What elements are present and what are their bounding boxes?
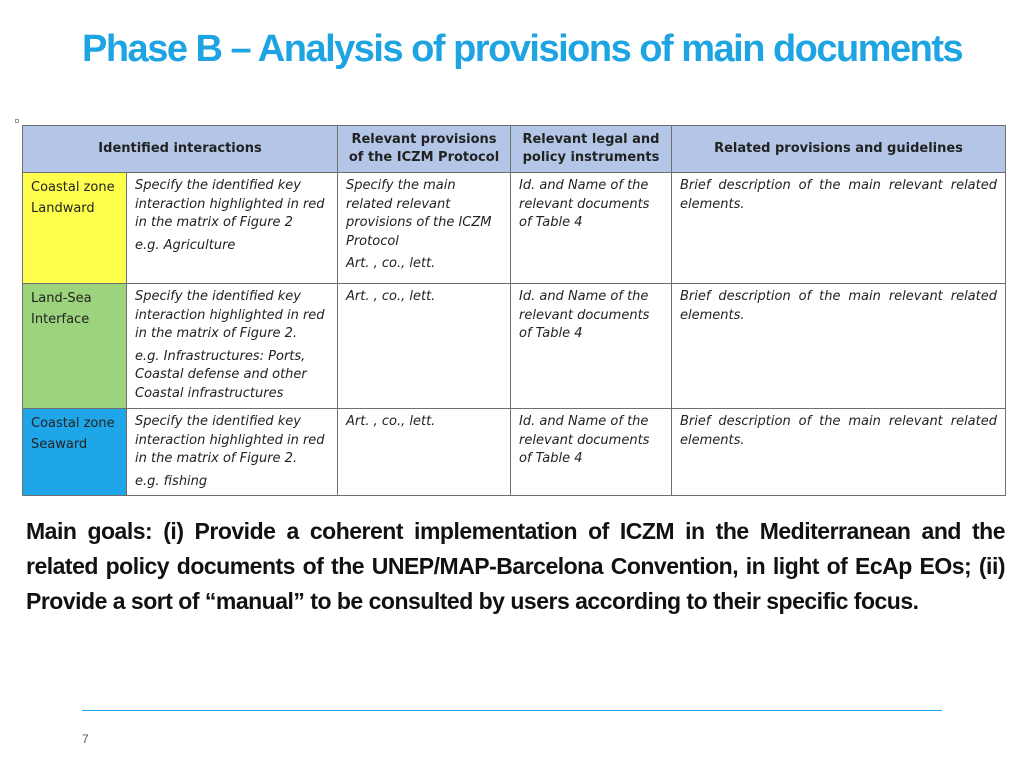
zone-label: Coastal zone (31, 416, 115, 431)
guidelines-text-line: Brief description of the main relevant related elements. (680, 178, 997, 212)
interaction-text: Specify the identified key interaction highlighted in red in the matrix of Figure 2. (135, 414, 325, 466)
interactions-table (22, 125, 1006, 496)
slide-title: Phase B – Analysis of provisions of main documents (82, 28, 963, 70)
guidelines-cell (672, 409, 1006, 496)
header-iczm-provisions: Relevant provisions of the ICZM Protocol (338, 126, 511, 173)
header-related-guidelines: Related provisions and guidelines (672, 126, 1006, 173)
footer-divider (82, 710, 942, 711)
provisions-article: Art. , co., lett. (346, 289, 436, 304)
provisions-article: Art. , co., lett. (346, 414, 436, 429)
guidelines-text-line: Brief description of the main relevant related elements. (680, 414, 997, 448)
guidelines-text-line: Brief description of the main relevant related elements. (680, 289, 997, 323)
zone-label: Coastal zone (31, 180, 115, 195)
interaction-cell (127, 173, 338, 284)
interaction-text: Specify the identified key interaction highlighted in red in the matrix of Figure 2. (135, 289, 325, 341)
table-row (23, 409, 1006, 496)
zone-sublabel: Interface (31, 312, 90, 327)
header-identified-interactions: Identified interactions (23, 126, 338, 173)
zone-sublabel: Seaward (31, 437, 88, 452)
guidelines-cell (672, 284, 1006, 409)
interaction-example: e.g. Agriculture (135, 237, 236, 253)
interaction-text: Specify the identified key interaction highlighted in red in the matrix of Figure 2 (135, 178, 325, 230)
provisions-text: Specify the main related relevant provisions of the ICZM Protocol (346, 178, 492, 249)
table-header-row (23, 126, 1006, 173)
interaction-cell (127, 409, 338, 496)
provisions-cell (338, 284, 511, 409)
instruments-cell: Id. and Name of the relevant documents of Table 4 (511, 173, 672, 284)
zone-sublabel: Landward (31, 201, 95, 216)
provisions-cell (338, 409, 511, 496)
table-row (23, 173, 1006, 284)
zone-label: Land-Sea (31, 291, 92, 306)
zone-cell-landward (23, 173, 127, 284)
main-goals-text: Main goals: (i) Provide a coherent implementation of ICZM in the Mediterranean and the related policy documents of the UNEP/MAP-Barcelona Convention, in light of EcAp EOs; (ii) Provide a sort of “manual” to be consulted by users according to their specific focus. (26, 518, 1005, 614)
guidelines-cell (672, 173, 1006, 284)
header-legal-instruments: Relevant legal and policy instruments (511, 126, 672, 173)
zone-cell-seaward (23, 409, 127, 496)
interaction-example: e.g. Infrastructures: Ports, Coastal defense and other Coastal infrastructures (135, 348, 307, 401)
interaction-example: e.g. fishing (135, 473, 208, 489)
instruments-cell: Id. and Name of the relevant documents of Table 4 (511, 284, 672, 409)
small-marker (15, 119, 19, 123)
provisions-cell (338, 173, 511, 284)
table-row (23, 284, 1006, 409)
page-number: 7 (82, 732, 89, 746)
interaction-cell (127, 284, 338, 409)
instruments-cell: Id. and Name of the relevant documents of Table 4 (511, 409, 672, 496)
zone-cell-interface (23, 284, 127, 409)
provisions-article: Art. , co., lett. (346, 256, 436, 271)
